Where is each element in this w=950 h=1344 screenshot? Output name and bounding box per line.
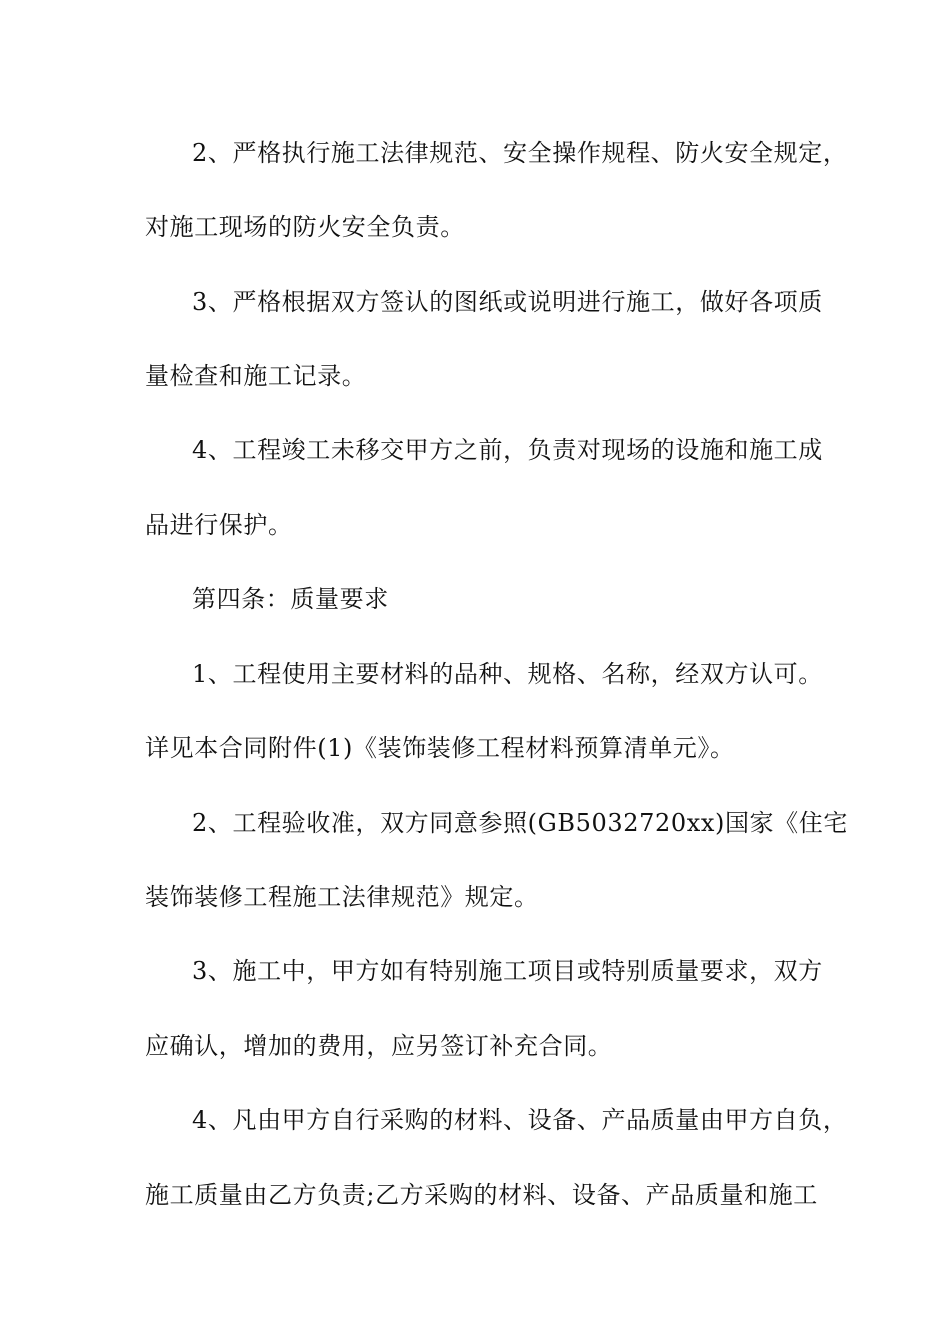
quality-clause-3-line-2: 应确认，增加的费用，应另签订补充合同。	[145, 1032, 613, 1060]
quality-clause-1-line-2: 详见本合同附件(1)《装饰装修工程材料预算清单元》。	[145, 734, 735, 762]
section-heading-article-4: 第四条：质量要求	[192, 585, 389, 613]
quality-clause-2-line-1: 2、工程验收准，双方同意参照(GB5032720xx)国家《住宅	[192, 809, 848, 837]
quality-clause-3-line-1: 3、施工中，甲方如有特别施工项目或特别质量要求，双方	[192, 957, 823, 985]
clause-2-line-2: 对施工现场的防火安全负责。	[145, 213, 465, 241]
clause-4-line-2: 品进行保护。	[145, 511, 293, 539]
quality-clause-1-line-1: 1、工程使用主要材料的品种、规格、名称，经双方认可。	[192, 660, 823, 688]
clause-2-line-1: 2、严格执行施工法律规范、安全操作规程、防火安全规定，	[192, 139, 848, 167]
clause-3-line-2: 量检查和施工记录。	[145, 362, 367, 390]
quality-clause-2-line-2: 装饰装修工程施工法律规范》规定。	[145, 883, 539, 911]
clause-4-line-1: 4、工程竣工未移交甲方之前，负责对现场的设施和施工成	[192, 436, 823, 464]
clause-3-line-1: 3、严格根据双方签认的图纸或说明进行施工，做好各项质	[192, 288, 823, 316]
quality-clause-4-line-2: 施工质量由乙方负责;乙方采购的材料、设备、产品质量和施工	[145, 1181, 818, 1209]
quality-clause-4-line-1: 4、凡由甲方自行采购的材料、设备、产品质量由甲方自负，	[192, 1106, 848, 1134]
